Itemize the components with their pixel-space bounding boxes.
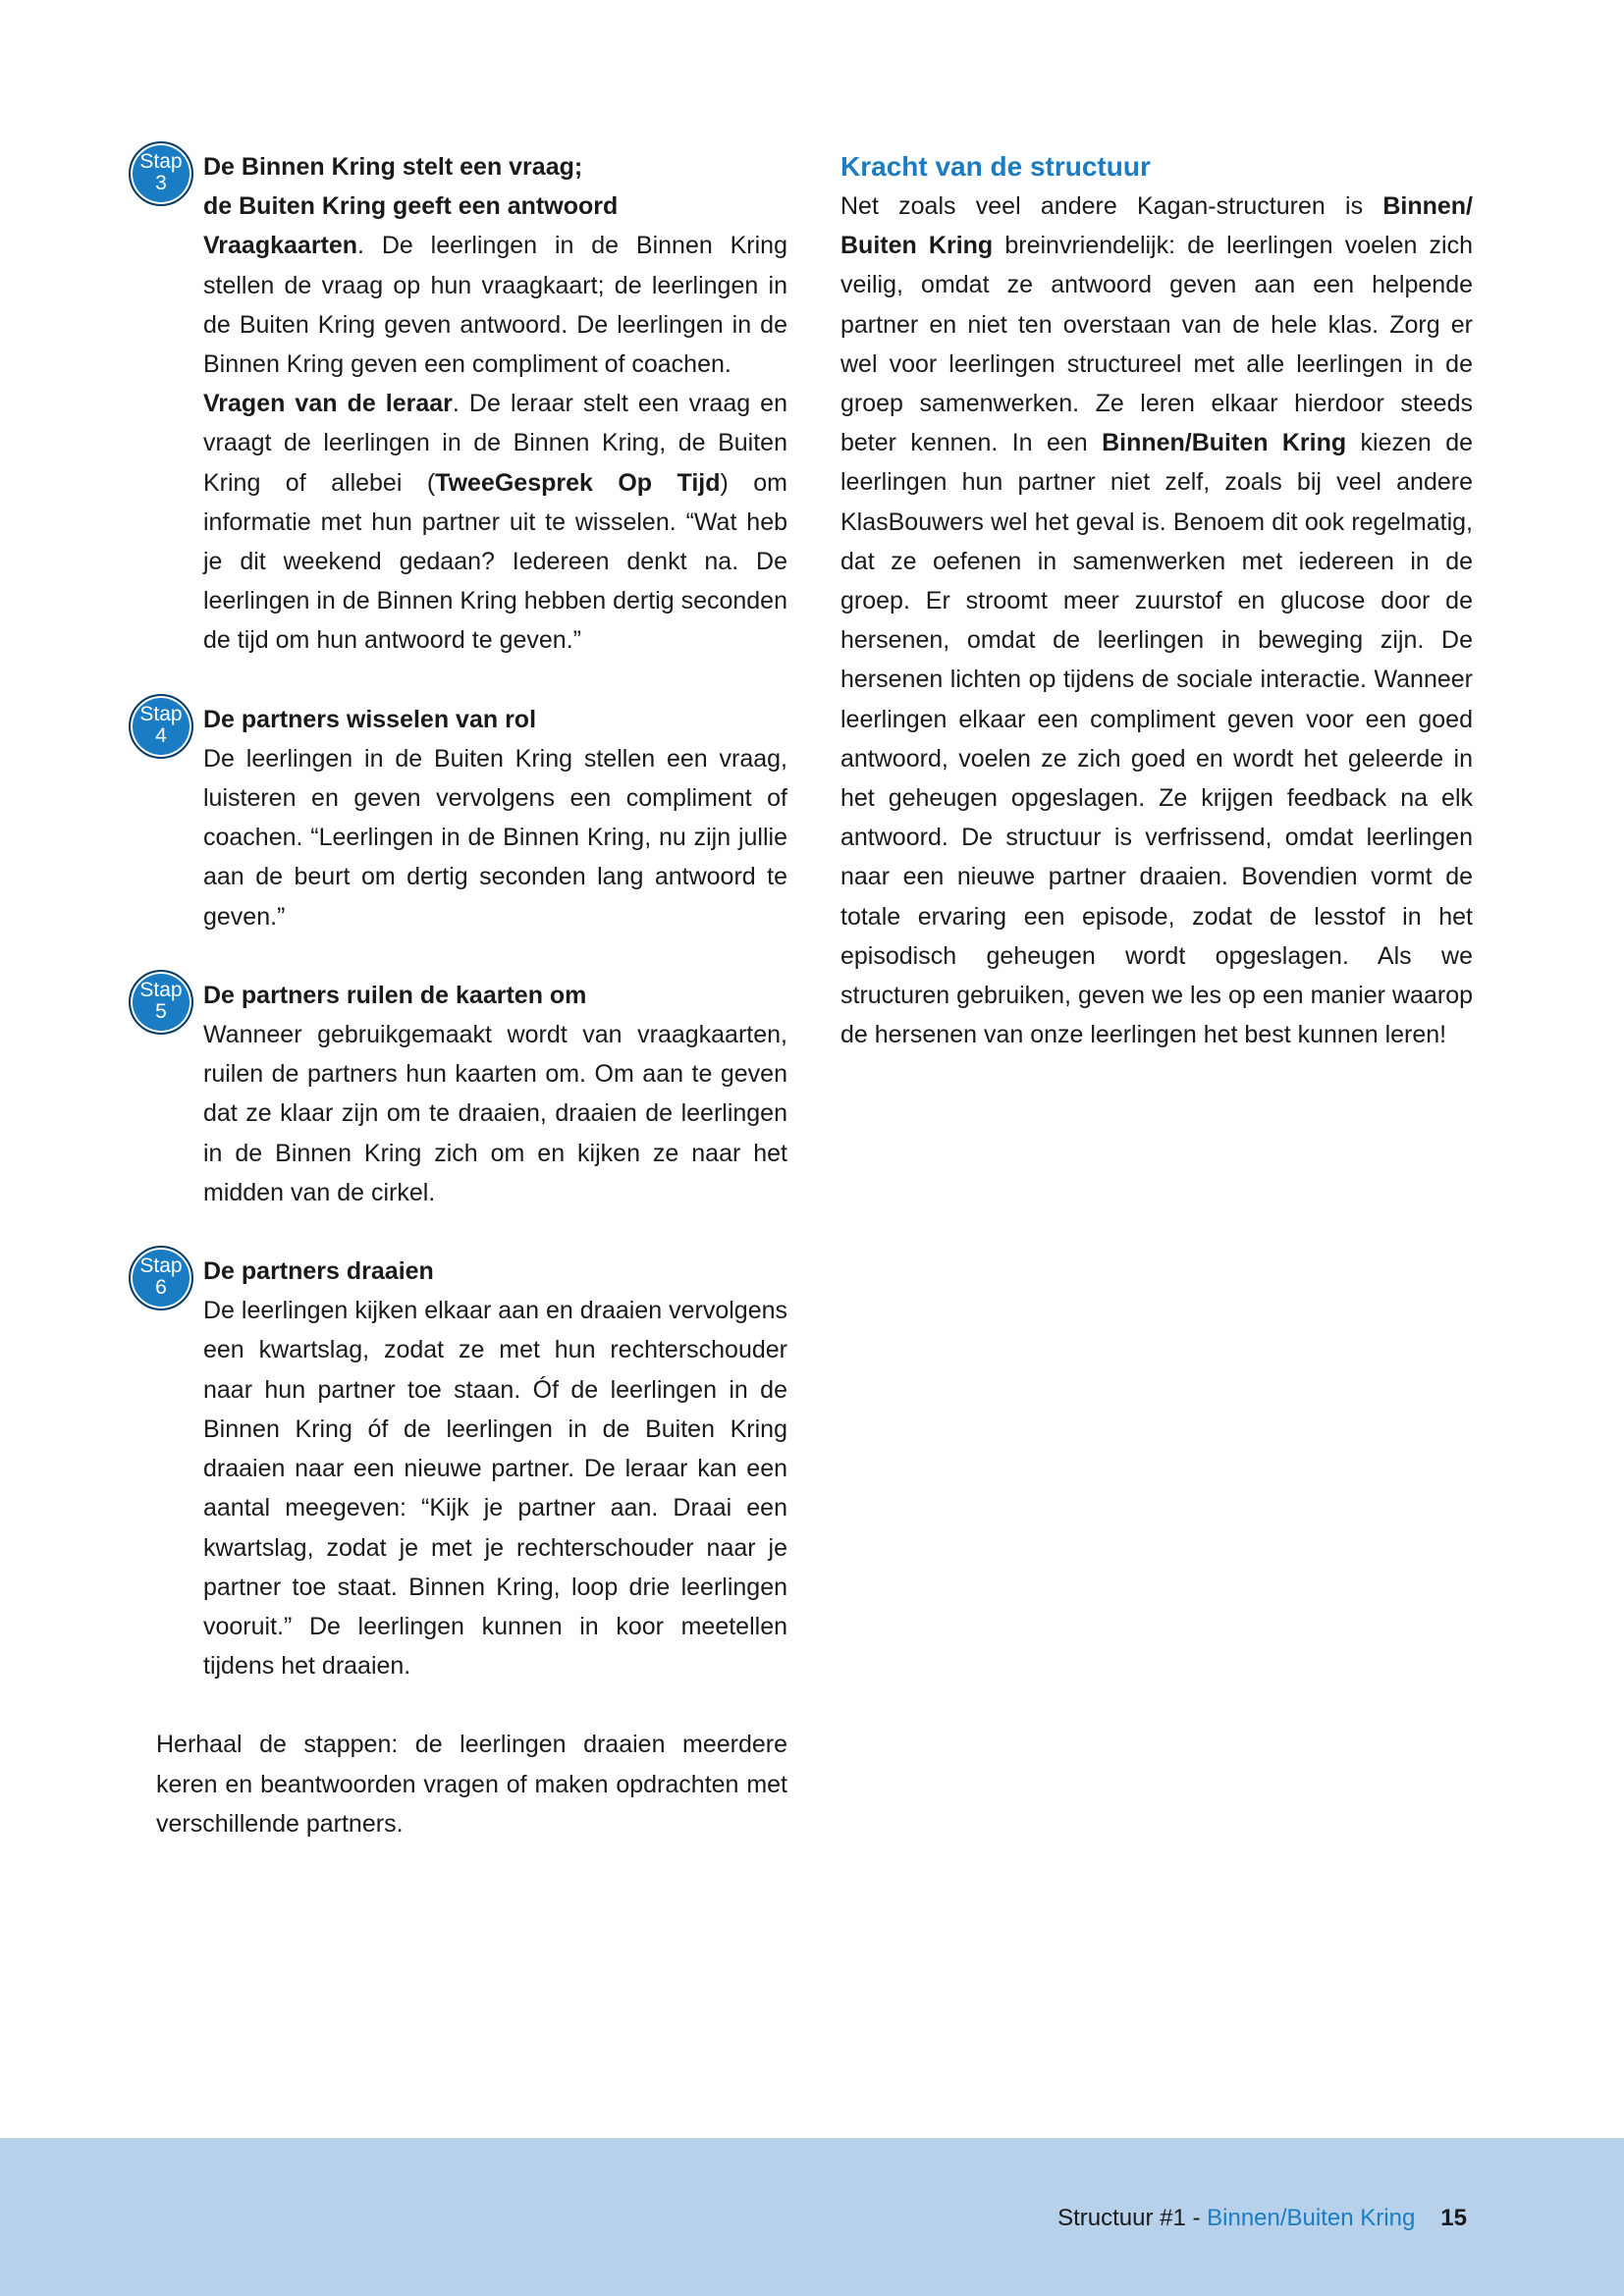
left-column [139, 147, 788, 1843]
footer-title: Binnen/Buiten Kring [1207, 2205, 1416, 2231]
paragraph-text: . De leerlingen in de Binnen Kring stellen de vraag op hun vraagkaart; de leerlingen in de Buiten Kring geven antwoord. De leerlingen in de Binnen Kring geven een compliment of coachen. [203, 232, 787, 379]
step-badge-icon [129, 694, 193, 759]
badge-label: Stap [139, 150, 183, 173]
structure-name: TweeGesprek Op Tijd [435, 468, 721, 497]
footer-text [1057, 2205, 1467, 2232]
badge-label: Stap [139, 1255, 183, 1278]
badge-number: 4 [155, 723, 167, 747]
paragraph-lead: Vraagkaarten [203, 232, 358, 260]
step-paragraph: De leerlingen in de Buiten Kring stellen een vraag, luisteren en geven vervolgens een compliment of coachen. “Leerlingen in de Binnen Kring, nu zijn jullie aan de beurt om dertig seconden lang antwoord te geven.” [203, 744, 787, 931]
closing-paragraph: Herhaal de stappen: de leerlingen draaien meerdere keren en beantwoorden vragen of maken opdrachten met verschillende partners. [156, 1731, 787, 1838]
badge-label: Stap [139, 702, 183, 725]
step-badge-icon [129, 1246, 193, 1310]
paragraph-text: Net zoals veel andere Kagan-structuren is [840, 192, 1383, 220]
step-paragraph [203, 226, 787, 384]
step-title: De partners ruilen de kaarten om [203, 981, 587, 1009]
badge-number: 5 [155, 999, 167, 1023]
step-title-line2: de Buiten Kring geeft een antwoord [203, 192, 619, 221]
step-6 [139, 1252, 787, 1685]
step-paragraph [203, 384, 787, 660]
footer-section: Structuur #1 - [1057, 2205, 1208, 2231]
step-title: De partners wisselen van rol [203, 705, 537, 733]
badge-number: 6 [155, 1276, 167, 1300]
paragraph-text: kiezen de leerlingen hun partner niet zelf, zoals bij veel andere KlasBouwers wel het geval is. Benoem dit ook regelmatig, dat ze oefenen in samenwerken met iedereen in de groep. Er stroomt meer zuurstof en glucose door de hersenen, omdat de leerlingen in beweging zijn. De hersenen lichten op tijdens de sociale interactie. Wanneer leerlingen elkaar een compliment geven voor een goed antwoord, voelen ze zich goed en wordt het geleerde in het geheugen opgeslagen. Ze krijgen feedback na elk antwoord. De structuur is verfrissend, omdat leerlingen naar een nieuwe partner draaien. Bovendien vormt de totale ervaring een episode, zodat de lesstof in het episodisch geheugen wordt opgeslagen. Als we structuren gebruiken, geven we les op een manier waarop de hersenen van onze leerlingen het best kunnen leren! [840, 429, 1474, 1049]
badge-number: 3 [155, 172, 167, 194]
step-title: De Binnen Kring stelt een vraag; [203, 153, 583, 181]
section-heading: Kracht van de structuur [840, 151, 1151, 182]
step-4 [139, 700, 787, 936]
structure-name: Binnen/ Buiten Kring [840, 192, 1473, 260]
paragraph-text: . De leraar stelt een vraag en vraagt de leerlingen in de Binnen Kring, de Buiten Kring of allebei ( [203, 390, 787, 497]
step-paragraph: De leerlingen kijken elkaar aan en draaien vervolgens een kwartslag, zodat ze met hun rechterschouder naar hun partner toe staan. Óf de leerlingen in de Binnen Kring óf de leerlingen in de Buiten Kring draaien naar een nieuwe partner. De leraar kan een aantal meegeven: “Kijk je partner aan. Draai een kwartslag, zodat je met je rechterschouder naar je partner toe staat. Binnen Kring, loop drie leerlingen vooruit.” De leerlingen kunnen in koor meetellen tijdens het draaien. [203, 1297, 787, 1681]
right-column [840, 147, 1473, 1054]
paragraph-lead: Vragen van de leraar [203, 390, 453, 418]
body-paragraph [840, 187, 1473, 1054]
paragraph-text: breinvriendelijk: de leerlingen voelen zich veilig, omdat ze antwoord geven aan een helpende partner en niet ten overstaan van de hele klas. Zorg er wel voor leerlingen structureel met alle leerlingen in de groep samenwerken. Ze leren elkaar hierdoor steeds beter kennen. In een [840, 232, 1473, 457]
step-badge-icon [129, 141, 193, 206]
step-title: De partners draaien [203, 1257, 434, 1286]
structure-name: Binnen/Buiten Kring [1102, 429, 1347, 457]
badge-label: Stap [139, 978, 183, 1001]
step-3 [139, 147, 788, 661]
page-footer [0, 2138, 1624, 2296]
step-5 [139, 976, 787, 1212]
paragraph-text: ) om informatie met hun partner uit te wisselen. “Wat heb je dit weekend gedaan? Iedereen denkt na. De leerlingen in de Binnen Kring hebben dertig seconden de tijd om hun antwoord te geven.” [203, 468, 788, 655]
step-paragraph: Wanneer gebruikgemaakt wordt van vraagkaarten, ruilen de partners hun kaarten om. Om aan te geven dat ze klaar zijn om te draaien, draaien de leerlingen in de Binnen Kring zich om en kijken ze naar het midden van de cirkel. [203, 1021, 787, 1206]
page-number: 15 [1440, 2205, 1467, 2231]
step-badge-icon [129, 970, 193, 1035]
